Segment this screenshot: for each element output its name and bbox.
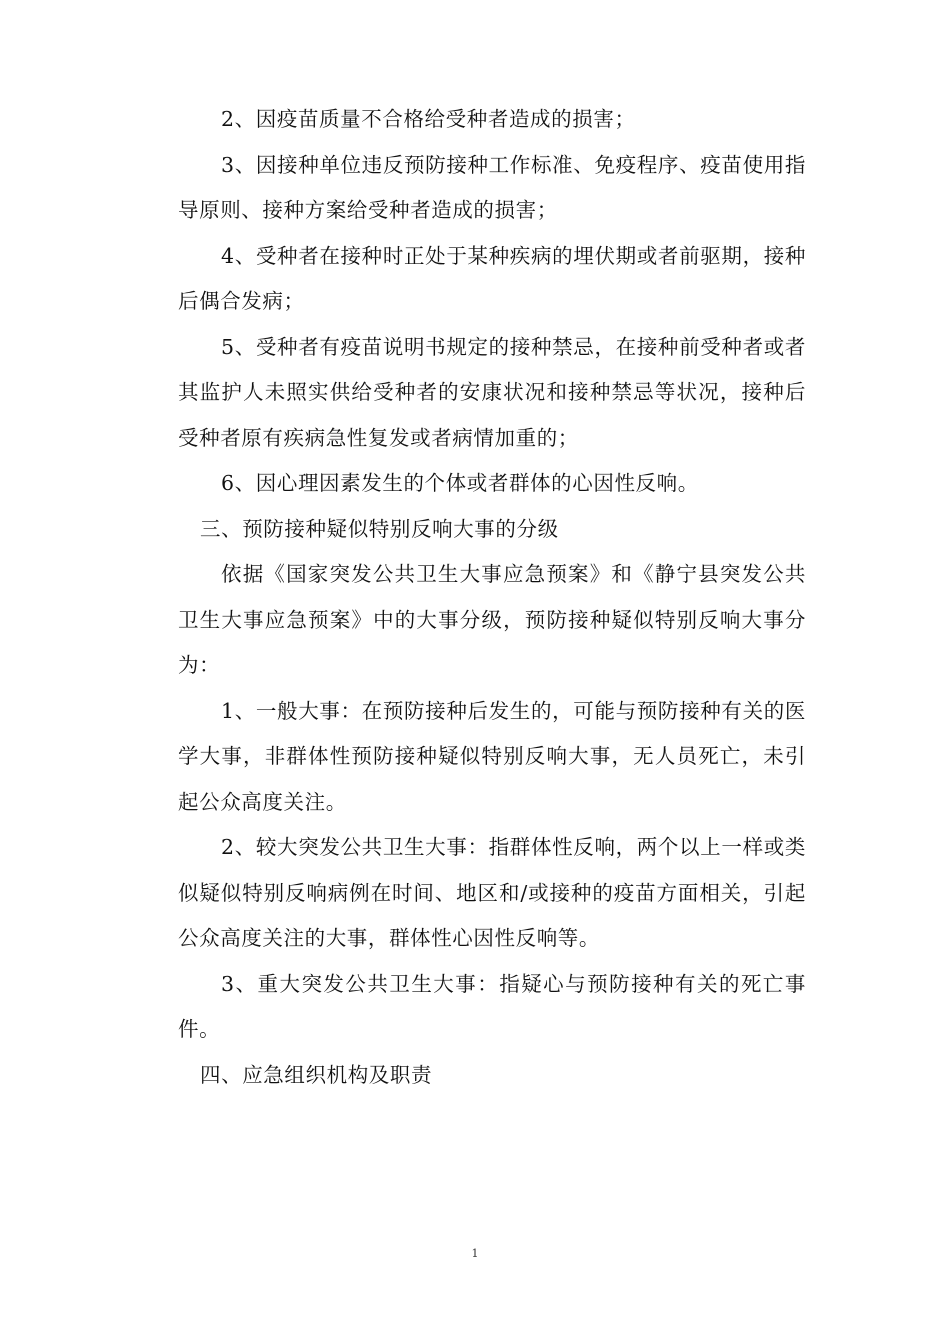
paragraph-item-5: 5、受种者有疫苗说明书规定的接种禁忌，在接种前受种者或者其监护人未照实供给受种者的安康状况和接种禁忌等状况，接种后受种者原有疾病急性复发或者病情加重的； — [178, 334, 806, 450]
paragraph-level-1: 1、一般大事：在预防接种后发生的，可能与预防接种有关的医学大事，非群体性预防接种疑似特别反响大事，无人员死亡，未引起公众高度关注。 — [178, 698, 806, 814]
paragraph-level-2: 2、较大突发公共卫生大事：指群体性反响，两个以上一样或类似疑似特别反响病例在时间、地区和/或接种的疫苗方面相关，引起公众高度关注的大事，群体性心因性反响等。 — [178, 835, 806, 950]
paragraph-item-3: 3、因接种单位违反预防接种工作标准、免疫程序、疫苗使用指导原则、接种方案给受种者造成的损害； — [178, 152, 806, 222]
section-heading-3: 三、预防接种疑似特别反响大事的分级 — [200, 516, 559, 541]
paragraph-item-4: 4、受种者在接种时正处于某种疾病的埋伏期或者前驱期，接种后偶合发病； — [178, 243, 806, 313]
page-number: 1 — [471, 1247, 479, 1260]
document-body — [178, 97, 806, 1098]
paragraph-intro: 依据《国家突发公共卫生大事应急预案》和《静宁县突发公共卫生大事应急预案》中的大事分级，预防接种疑似特别反响大事分为： — [178, 562, 806, 677]
paragraph-item-2: 2、因疫苗质量不合格给受种者造成的损害； — [221, 107, 636, 131]
paragraph-item-6: 6、因心理因素发生的个体或者群体的心因性反响。 — [221, 471, 699, 495]
paragraph-level-3: 3、重大突发公共卫生大事：指疑心与预防接种有关的死亡事件。 — [178, 971, 806, 1041]
section-heading-4: 四、应急组织机构及职责 — [200, 1062, 433, 1087]
